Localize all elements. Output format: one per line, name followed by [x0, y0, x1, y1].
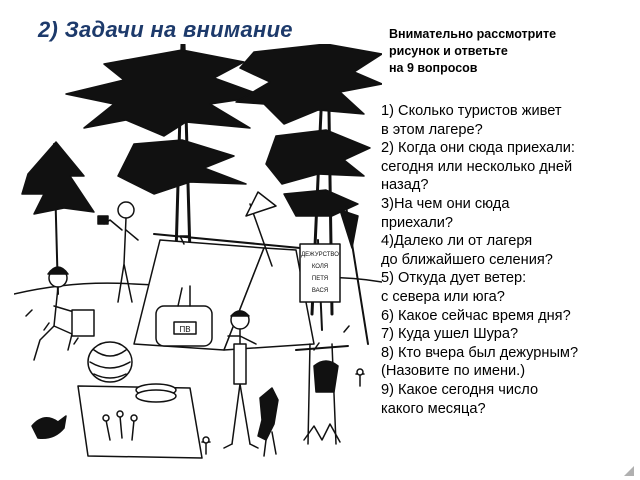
instruction-line: Внимательно рассмотрите	[389, 27, 557, 41]
sign-line: ПЕТЯ	[311, 276, 329, 282]
slide-title: 2) Задачи на внимание	[38, 17, 293, 42]
corner-mark-icon	[624, 466, 634, 476]
sign-line: ДЕЖУРСТВО	[301, 252, 339, 258]
tent-label: ПВ	[179, 325, 191, 334]
sign-line: КОЛЯ	[311, 264, 329, 270]
question-line: с севера или юга?	[381, 288, 505, 305]
question-line: до ближайшего селения?	[381, 251, 553, 268]
oars	[340, 206, 368, 344]
question-line: 3)На чем они сюда	[381, 195, 510, 212]
instruction-line: на 9 вопросов	[389, 61, 478, 75]
instruction-line: рисунок и ответьте	[389, 44, 508, 58]
question-line: 8) Кто вчера был дежурным?	[381, 344, 579, 361]
question-line: 6) Какое сейчас время дня?	[381, 307, 571, 324]
question-line: (Назовите по имени.)	[381, 363, 526, 380]
question-line: приехали?	[381, 214, 453, 231]
question-line: 1) Сколько туристов живет	[381, 103, 562, 119]
kettle-over-fire	[296, 344, 348, 444]
question-line: 4)Далеко ли от лагеря	[381, 233, 533, 250]
question-line: 2) Когда они сюда приехали:	[381, 140, 575, 157]
dog	[258, 388, 278, 456]
watermelon	[88, 342, 132, 382]
bird	[32, 416, 66, 438]
tourist-seated	[34, 267, 94, 360]
question-line: какого месяца?	[381, 400, 486, 417]
question-line: 9) Какое сегодня число	[381, 381, 539, 398]
tourist-photographer	[98, 202, 138, 302]
sign-line: ВАСЯ	[311, 288, 329, 294]
campsite-illustration	[14, 44, 382, 476]
question-line: 7) Куда ушел Шура?	[381, 326, 519, 343]
question-line: назад?	[381, 177, 429, 194]
question-line: 5) Откуда дует ветер:	[381, 270, 527, 287]
questions-list	[381, 102, 631, 418]
tablecloth	[78, 384, 202, 458]
instruction-text	[389, 26, 629, 77]
question-line: сегодня или несколько дней	[381, 158, 573, 175]
question-line: в этом лагере?	[381, 121, 483, 138]
